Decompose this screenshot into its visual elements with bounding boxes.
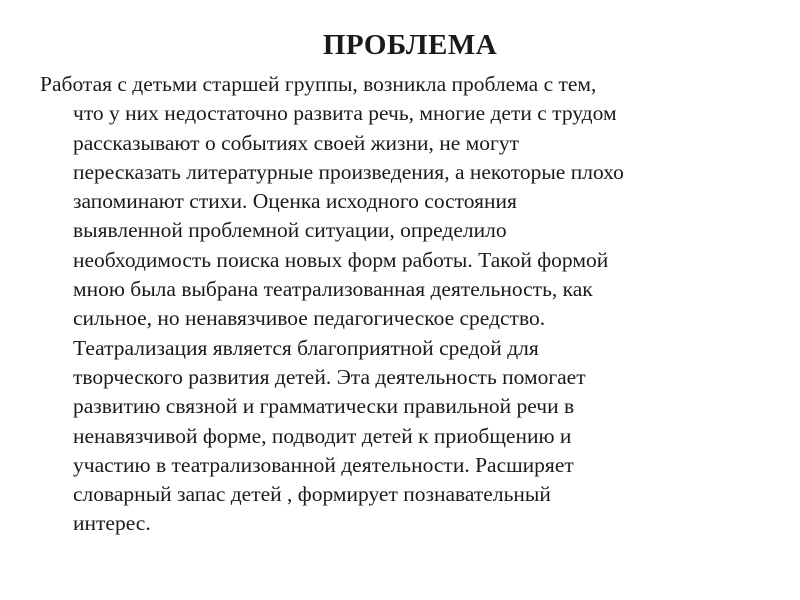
paragraph-line: Театрализация является благоприятной средой для <box>73 335 539 360</box>
paragraph-line: пересказать литературные произведения, а некоторые плохо <box>73 159 624 184</box>
paragraph-line: развитию связной и грамматически правильной речи в <box>73 394 575 419</box>
problem-paragraph <box>40 70 760 539</box>
paragraph-line: творческого развития детей. Эта деятельность помогает <box>73 364 586 389</box>
paragraph-line: запоминают стихи. Оценка исходного состояния <box>73 189 517 214</box>
paragraph-line: что у них недостаточно развита речь, многие дети с трудом <box>73 101 617 126</box>
paragraph-line: Работая с детьми старшей группы, возникла проблема с тем, <box>40 72 597 96</box>
paragraph-line: участию в театрализованной деятельности. Расширяет <box>73 452 574 477</box>
paragraph-line: мною была выбрана театрализованная деятельность, как <box>73 277 593 302</box>
paragraph-line: рассказывают о событиях своей жизни, не могут <box>73 130 519 155</box>
paragraph-line: ненавязчивой форме, подводит детей к приобщению и <box>73 423 572 448</box>
paragraph-line: необходимость поиска новых форм работы. Такой формой <box>73 247 609 272</box>
slide-title: ПРОБЛЕМА <box>322 29 498 61</box>
paragraph-line: сильное, но ненавязчивое педагогическое средство. <box>73 306 546 331</box>
paragraph-line: интерес. <box>73 511 151 536</box>
paragraph-line: словарный запас детей , формирует познавательный <box>73 482 551 507</box>
paragraph-line: выявленной проблемной ситуации, определило <box>73 218 507 243</box>
